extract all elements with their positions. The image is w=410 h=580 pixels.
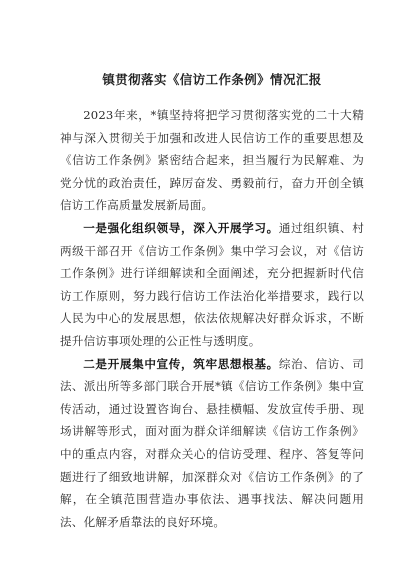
paragraph-one	[60, 217, 364, 353]
paragraph-two-text: 综治、信访、司法、派出所等多部门联合开展*镇《信访工作条例》集中宣传活动，通过设置咨询台、悬挂横幅、发放宣传手册、现场讲解等形式，面对面为群众详细解读《信访工作条例》中的重点内容，对群众关心的信访受理、程序、答复等问题进行了细致地讲解，加深群众对《信访工作条例》的了解，在全镇范围营造办事依法、遇事找法、解决问题用法、化解矛盾靠法的良好环境。	[60, 356, 365, 529]
paragraph-two	[60, 353, 364, 534]
paragraph-intro	[60, 104, 364, 217]
paragraph-intro-text: 2023年来，*镇坚持将把学习贯彻落实党的二十大精神与深入贯彻关于加强和改进人民信访工作的重要思想及《信访工作条例》紧密结合起来，担当履行为民解难、为党分忧的政治责任，踔厉奋发、勇毅前行，奋力开创全镇信访工作高质量发展新局面。	[60, 108, 364, 213]
document-title: 镇贯彻落实《信访工作条例》情况汇报	[102, 72, 322, 87]
paragraph-one-lead: 一是强化组织领导，深入开展学习。	[83, 220, 279, 235]
paragraph-two-lead: 二是开展集中宣传，筑牢思想根基。	[83, 356, 279, 371]
paragraph-one-text: 通过组织镇、村两级干部召开《信访工作条例》集中学习会议，对《信访工作条例》进行详细解读和全面阐述，充分把握新时代信访工作原则，努力践行信访工作法治化举措要求，践行以人民为中心的发展思想，依法依规解决好群众诉求，不断提升信访事项处理的公正性与透明度。	[60, 220, 365, 348]
